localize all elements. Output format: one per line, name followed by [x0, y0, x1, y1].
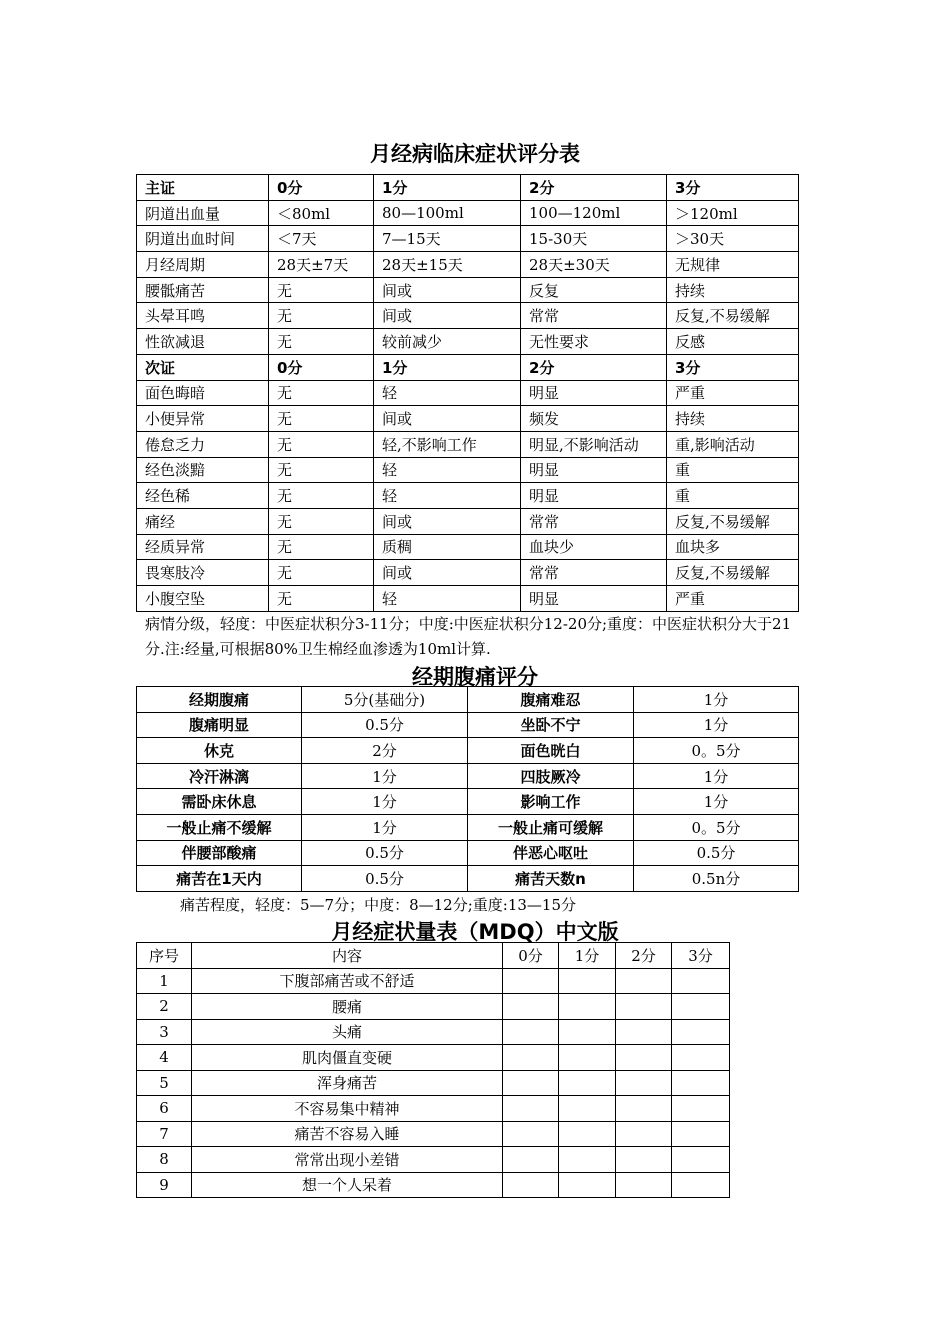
content-cell: 头痛	[192, 1019, 503, 1045]
symptom-name-cell: 头晕耳鸣	[137, 303, 269, 329]
score-cell: ＞30天	[667, 226, 799, 252]
content-cell: 想一个人呆着	[192, 1172, 503, 1198]
score-cell: 重	[667, 483, 799, 509]
score-cell: 无	[269, 508, 374, 534]
score-cell: 血块多	[667, 534, 799, 560]
score-cell: 0。5分	[634, 814, 799, 840]
score-cell: 常常	[521, 560, 667, 586]
score-cell: 反复,不易缓解	[667, 303, 799, 329]
score-cell: 1分	[374, 175, 521, 201]
item-cell: 影响工作	[468, 789, 634, 815]
score-cell: 持续	[667, 277, 799, 303]
score-cell: 28天±30天	[521, 252, 667, 278]
header-cell: 内容	[192, 943, 503, 969]
table-row	[137, 483, 799, 509]
mdq-table	[136, 942, 730, 1198]
score-cell: 15-30天	[521, 226, 667, 252]
score-cell: 0.5分	[634, 840, 799, 866]
score-blank-cell	[559, 1172, 616, 1198]
score-blank-cell	[559, 1045, 616, 1071]
score-cell: 轻	[374, 380, 521, 406]
header-cell: 1分	[559, 943, 616, 969]
score-cell: 5分(基础分)	[302, 687, 468, 713]
score-cell: 持续	[667, 406, 799, 432]
score-cell: 1分	[634, 789, 799, 815]
table-row	[137, 329, 799, 355]
item-cell: 痛苦天数n	[468, 866, 634, 892]
header-cell: 0分	[503, 943, 559, 969]
index-cell: 9	[137, 1172, 192, 1198]
score-cell: 反复,不易缓解	[667, 508, 799, 534]
table-row	[137, 687, 799, 713]
score-cell: 无	[269, 534, 374, 560]
score-cell: 较前减少	[374, 329, 521, 355]
score-cell: 明显	[521, 457, 667, 483]
table-row	[137, 840, 799, 866]
content-cell: 常常出现小差错	[192, 1147, 503, 1173]
score-cell: 80—100ml	[374, 200, 521, 226]
score-blank-cell	[672, 1045, 730, 1071]
table-row	[137, 738, 799, 764]
score-cell: 频发	[521, 406, 667, 432]
score-blank-cell	[672, 1147, 730, 1173]
item-cell: 痛苦在1天内	[137, 866, 302, 892]
score-cell: 0.5分	[302, 840, 468, 866]
symptom-name-cell: 面色晦暗	[137, 380, 269, 406]
score-blank-cell	[672, 1172, 730, 1198]
item-cell: 休克	[137, 738, 302, 764]
score-cell: 间或	[374, 406, 521, 432]
item-cell: 腹痛难忍	[468, 687, 634, 713]
table-row	[137, 431, 799, 457]
score-cell: ＜7天	[269, 226, 374, 252]
symptom-name-cell: 阴道出血量	[137, 200, 269, 226]
title-dysmenorrhea-score: 经期腹痛评分	[412, 665, 538, 689]
score-cell: 0.5分	[302, 866, 468, 892]
table-row	[137, 1019, 730, 1045]
score-cell: 无	[269, 560, 374, 586]
item-cell: 四肢厥冷	[468, 763, 634, 789]
score-cell: 1分	[634, 687, 799, 713]
pain-degree-note: 痛苦程度，轻度：5—7分；中度：8—12分;重度:13—15分	[180, 896, 577, 914]
score-cell: 无	[269, 303, 374, 329]
index-cell: 2	[137, 994, 192, 1020]
score-blank-cell	[616, 1172, 672, 1198]
score-cell: 7—15天	[374, 226, 521, 252]
score-cell: 间或	[374, 560, 521, 586]
severity-note: 病情分级，轻度：中医症状积分3-11分；中度:中医症状积分12-20分;重度：中医症状积分大于21分.注:经量,可根据80%卫生棉经血渗透为10ml计算.	[145, 615, 792, 658]
score-blank-cell	[503, 1070, 559, 1096]
table-row	[137, 277, 799, 303]
symptom-name-cell: 经色稀	[137, 483, 269, 509]
score-cell: 0.5分	[302, 712, 468, 738]
score-blank-cell	[559, 1121, 616, 1147]
score-blank-cell	[672, 994, 730, 1020]
score-blank-cell	[559, 1019, 616, 1045]
score-blank-cell	[616, 1045, 672, 1071]
header-cell: 3分	[672, 943, 730, 969]
score-cell: 严重	[667, 380, 799, 406]
score-cell: 0。5分	[634, 738, 799, 764]
score-cell: 明显	[521, 380, 667, 406]
score-blank-cell	[559, 1070, 616, 1096]
score-cell: ＜80ml	[269, 200, 374, 226]
score-blank-cell	[503, 1045, 559, 1071]
table-row	[137, 226, 799, 252]
table-row	[137, 175, 799, 201]
item-cell: 一般止痛不缓解	[137, 814, 302, 840]
dysmenorrhea-score-table	[136, 686, 799, 892]
score-cell: 无	[269, 380, 374, 406]
score-cell: 质稠	[374, 534, 521, 560]
score-blank-cell	[672, 1070, 730, 1096]
score-cell: 无	[269, 406, 374, 432]
score-blank-cell	[672, 1121, 730, 1147]
score-blank-cell	[559, 994, 616, 1020]
item-cell: 腹痛明显	[137, 712, 302, 738]
score-cell: 轻	[374, 586, 521, 612]
item-cell: 需卧床休息	[137, 789, 302, 815]
score-cell: 明显	[521, 483, 667, 509]
item-cell: 经期腹痛	[137, 687, 302, 713]
item-cell: 伴腰部酸痛	[137, 840, 302, 866]
table-row	[137, 457, 799, 483]
item-cell: 冷汗淋漓	[137, 763, 302, 789]
table-row	[137, 866, 799, 892]
score-cell: 间或	[374, 277, 521, 303]
score-blank-cell	[503, 1121, 559, 1147]
table-row	[137, 968, 730, 994]
score-blank-cell	[559, 1096, 616, 1122]
score-cell: 轻,不影响工作	[374, 431, 521, 457]
score-cell: 28天±15天	[374, 252, 521, 278]
index-cell: 1	[137, 968, 192, 994]
title-clinical-score: 月经病临床症状评分表	[370, 142, 580, 166]
symptom-name-cell: 腰骶痛苦	[137, 277, 269, 303]
table-row	[137, 380, 799, 406]
score-cell: 无	[269, 431, 374, 457]
score-cell: 重,影响活动	[667, 431, 799, 457]
score-cell: 常常	[521, 303, 667, 329]
score-cell: 明显,不影响活动	[521, 431, 667, 457]
symptom-name-cell: 性欲减退	[137, 329, 269, 355]
score-cell: 1分	[634, 763, 799, 789]
score-blank-cell	[616, 1121, 672, 1147]
score-cell: 100—120ml	[521, 200, 667, 226]
table-row	[137, 1121, 730, 1147]
score-blank-cell	[559, 1147, 616, 1173]
table-row	[137, 534, 799, 560]
score-cell: 轻	[374, 457, 521, 483]
score-blank-cell	[672, 968, 730, 994]
table-row	[137, 712, 799, 738]
score-cell: 2分	[302, 738, 468, 764]
table-row	[137, 200, 799, 226]
score-cell: 无规律	[667, 252, 799, 278]
score-cell: 无	[269, 457, 374, 483]
item-cell: 面色晄白	[468, 738, 634, 764]
score-blank-cell	[672, 1019, 730, 1045]
score-cell: 常常	[521, 508, 667, 534]
symptom-name-cell: 小便异常	[137, 406, 269, 432]
score-blank-cell	[616, 1019, 672, 1045]
content-cell: 浑身痛苦	[192, 1070, 503, 1096]
clinical-symptom-table	[136, 174, 799, 612]
content-cell: 腰痛	[192, 994, 503, 1020]
score-cell: 无	[269, 483, 374, 509]
table-row	[137, 252, 799, 278]
index-cell: 5	[137, 1070, 192, 1096]
symptom-name-cell: 阴道出血时间	[137, 226, 269, 252]
score-cell: 2分	[521, 175, 667, 201]
score-blank-cell	[616, 1147, 672, 1173]
index-cell: 7	[137, 1121, 192, 1147]
symptom-name-cell: 主证	[137, 175, 269, 201]
table-row	[137, 586, 799, 612]
header-cell: 序号	[137, 943, 192, 969]
score-cell: 0分	[269, 175, 374, 201]
score-cell: 无性要求	[521, 329, 667, 355]
score-cell: 间或	[374, 508, 521, 534]
symptom-name-cell: 畏寒肢冷	[137, 560, 269, 586]
score-cell: 1分	[302, 789, 468, 815]
table-row	[137, 789, 799, 815]
score-cell: 3分	[667, 354, 799, 380]
content-cell: 不容易集中精神	[192, 1096, 503, 1122]
score-cell: 轻	[374, 483, 521, 509]
table-row	[137, 763, 799, 789]
content-cell: 下腹部痛苦或不舒适	[192, 968, 503, 994]
score-cell: 反复,不易缓解	[667, 560, 799, 586]
score-cell: 反感	[667, 329, 799, 355]
score-cell: ＞120ml	[667, 200, 799, 226]
table-row	[137, 406, 799, 432]
table-row	[137, 1172, 730, 1198]
score-blank-cell	[672, 1096, 730, 1122]
score-cell: 间或	[374, 303, 521, 329]
index-cell: 8	[137, 1147, 192, 1173]
index-cell: 6	[137, 1096, 192, 1122]
score-blank-cell	[616, 994, 672, 1020]
item-cell: 伴恶心呕吐	[468, 840, 634, 866]
score-cell: 1分	[302, 814, 468, 840]
score-cell: 无	[269, 586, 374, 612]
table-row	[137, 303, 799, 329]
table-row	[137, 1045, 730, 1071]
score-cell: 0.5n分	[634, 866, 799, 892]
symptom-name-cell: 小腹空坠	[137, 586, 269, 612]
symptom-name-cell: 月经周期	[137, 252, 269, 278]
score-blank-cell	[503, 994, 559, 1020]
item-cell: 坐卧不宁	[468, 712, 634, 738]
score-blank-cell	[503, 1172, 559, 1198]
score-cell: 严重	[667, 586, 799, 612]
score-cell: 2分	[521, 354, 667, 380]
table-header-row	[137, 943, 730, 969]
item-cell: 一般止痛可缓解	[468, 814, 634, 840]
score-blank-cell	[503, 1096, 559, 1122]
score-cell: 无	[269, 277, 374, 303]
score-blank-cell	[503, 968, 559, 994]
score-cell: 0分	[269, 354, 374, 380]
table-row	[137, 354, 799, 380]
score-cell: 重	[667, 457, 799, 483]
score-blank-cell	[503, 1147, 559, 1173]
score-cell: 无	[269, 329, 374, 355]
score-blank-cell	[503, 1019, 559, 1045]
table-row	[137, 1147, 730, 1173]
header-cell: 2分	[616, 943, 672, 969]
score-cell: 1分	[634, 712, 799, 738]
symptom-name-cell: 经色淡黯	[137, 457, 269, 483]
score-cell: 3分	[667, 175, 799, 201]
score-cell: 1分	[302, 763, 468, 789]
index-cell: 3	[137, 1019, 192, 1045]
score-cell: 血块少	[521, 534, 667, 560]
score-cell: 1分	[374, 354, 521, 380]
score-blank-cell	[559, 968, 616, 994]
score-blank-cell	[616, 1096, 672, 1122]
symptom-name-cell: 经质异常	[137, 534, 269, 560]
title-mdq: 月经症状量表（MDQ）中文版	[331, 920, 619, 944]
symptom-name-cell: 倦怠乏力	[137, 431, 269, 457]
table-row	[137, 1070, 730, 1096]
score-cell: 反复	[521, 277, 667, 303]
score-blank-cell	[616, 1070, 672, 1096]
table-row	[137, 560, 799, 586]
index-cell: 4	[137, 1045, 192, 1071]
table-row	[137, 814, 799, 840]
table-row	[137, 1096, 730, 1122]
score-blank-cell	[616, 968, 672, 994]
table-row	[137, 508, 799, 534]
symptom-name-cell: 次证	[137, 354, 269, 380]
table-row	[137, 994, 730, 1020]
content-cell: 痛苦不容易入睡	[192, 1121, 503, 1147]
symptom-name-cell: 痛经	[137, 508, 269, 534]
content-cell: 肌肉僵直变硬	[192, 1045, 503, 1071]
score-cell: 28天±7天	[269, 252, 374, 278]
score-cell: 明显	[521, 586, 667, 612]
